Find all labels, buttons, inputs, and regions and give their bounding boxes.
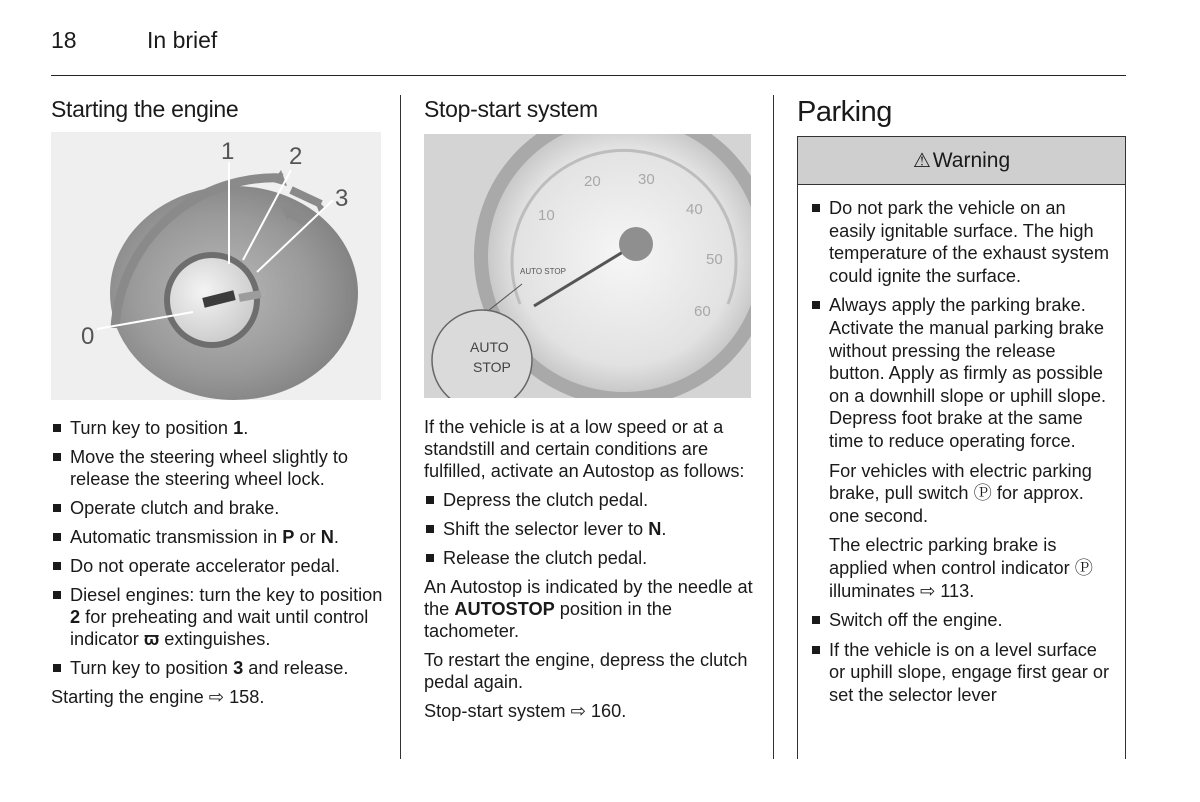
list-item: Shift the selector lever to N. xyxy=(424,518,760,540)
preheat-indicator-icon: ϖ xyxy=(143,629,160,649)
restart-instruction: To restart the engine, depress the clutch pedal again. xyxy=(424,650,748,692)
list-item: Do not park the vehicle on an easily ignitable surface. The high temperature of the exhaust system could ignite the surface. xyxy=(810,197,1113,287)
warning-header xyxy=(798,137,1125,185)
parking-brake-indicator-icon: Ⓟ xyxy=(1074,557,1093,578)
figure-label-1: 1 xyxy=(221,138,235,165)
figure-label-3: 3 xyxy=(335,185,349,212)
dial-number-30: 30 xyxy=(638,171,655,188)
list-item: Move the steering wheel slightly to release the steering wheel lock. xyxy=(51,446,386,490)
xref-stop-start[interactable]: Stop-start system ⇨ 160. xyxy=(424,701,627,721)
list-item: Do not operate accelerator pedal. xyxy=(51,555,386,577)
page-ref-arrow-icon: ⇨ xyxy=(570,701,586,721)
ignition-switch-figure xyxy=(51,132,381,400)
warning-box xyxy=(797,136,1126,759)
page-ref-arrow-icon: ⇨ xyxy=(919,580,941,601)
autostop-steps-list xyxy=(424,489,760,569)
electric-brake-switch-note: For vehicles with electric parking brake, pull switch Ⓟ for approx. one second. xyxy=(829,460,1092,526)
list-item: Turn key to position 1. xyxy=(51,417,386,439)
warning-body xyxy=(798,185,1125,706)
needle-hub xyxy=(619,227,653,261)
figure-label-2: 2 xyxy=(289,143,303,170)
autostop-indication: An Autostop is indicated by the needle at the AUTOSTOP position in the tachometer. xyxy=(424,577,753,641)
col2-text xyxy=(424,416,760,722)
column-divider-1 xyxy=(400,95,401,759)
warning-triangle-icon: ⚠ xyxy=(912,150,931,172)
list-item: Automatic transmission in P or N. xyxy=(51,526,386,548)
section-title: In brief xyxy=(147,27,218,53)
warning-title: Warning xyxy=(932,148,1011,172)
figure-label-0: 0 xyxy=(81,323,95,350)
heading-stop-start: Stop-start system xyxy=(424,96,598,122)
callout-label-stop: STOP xyxy=(473,359,511,375)
list-item: Always apply the parking brake. Activate the manual parking brake without pressing the release button. Apply as firmly as possible on a downhill slope or uphill slope. Depress foot brake at the same time to reduce operating force. xyxy=(810,294,1113,452)
list-item: Release the clutch pedal. xyxy=(424,547,760,569)
list-item: Diesel engines: turn the key to position 2 for preheating and wait until control indicator ϖ extinguishes. xyxy=(51,584,386,650)
dial-autostop-label: AUTO STOP xyxy=(520,267,566,276)
autostop-intro: If the vehicle is at a low speed or at a standstill and certain conditions are fulfilled, activate an Autostop as follows: xyxy=(424,417,745,481)
callout-label-auto: AUTO xyxy=(470,339,509,355)
header-rule xyxy=(51,75,1126,76)
list-item: Turn key to position 3 and release. xyxy=(51,657,386,679)
page-ref[interactable]: 113. xyxy=(940,580,975,601)
xref-starting-engine[interactable]: Starting the engine ⇨ 158. xyxy=(51,687,265,707)
dial-number-20: 20 xyxy=(584,173,601,190)
dial-number-40: 40 xyxy=(686,201,703,218)
starting-steps-list xyxy=(51,417,386,679)
column-divider-2 xyxy=(773,95,774,759)
page-number: 18 xyxy=(51,27,77,53)
heading-parking: Parking xyxy=(797,96,892,128)
list-item: Switch off the engine. xyxy=(810,609,1113,632)
dial-number-50: 50 xyxy=(706,251,723,268)
tachometer-figure xyxy=(424,134,751,398)
warning-list-continued xyxy=(810,609,1113,706)
list-item: Depress the clutch pedal. xyxy=(424,489,760,511)
electric-brake-indicator-note: The electric parking brake is applied when control indicator Ⓟ illuminates ⇨ 113. xyxy=(829,535,1093,601)
parking-brake-icon: Ⓟ xyxy=(973,483,992,504)
col1-text xyxy=(51,417,386,708)
dial-number-10: 10 xyxy=(538,207,555,224)
warning-list xyxy=(810,197,1113,453)
dial-number-60: 60 xyxy=(694,303,711,320)
page-ref-arrow-icon: ⇨ xyxy=(208,687,224,707)
list-item: If the vehicle is on a level surface or uphill slope, engage first gear or set the selector lever xyxy=(810,639,1113,707)
heading-starting-engine: Starting the engine xyxy=(51,96,239,122)
list-item: Operate clutch and brake. xyxy=(51,497,386,519)
